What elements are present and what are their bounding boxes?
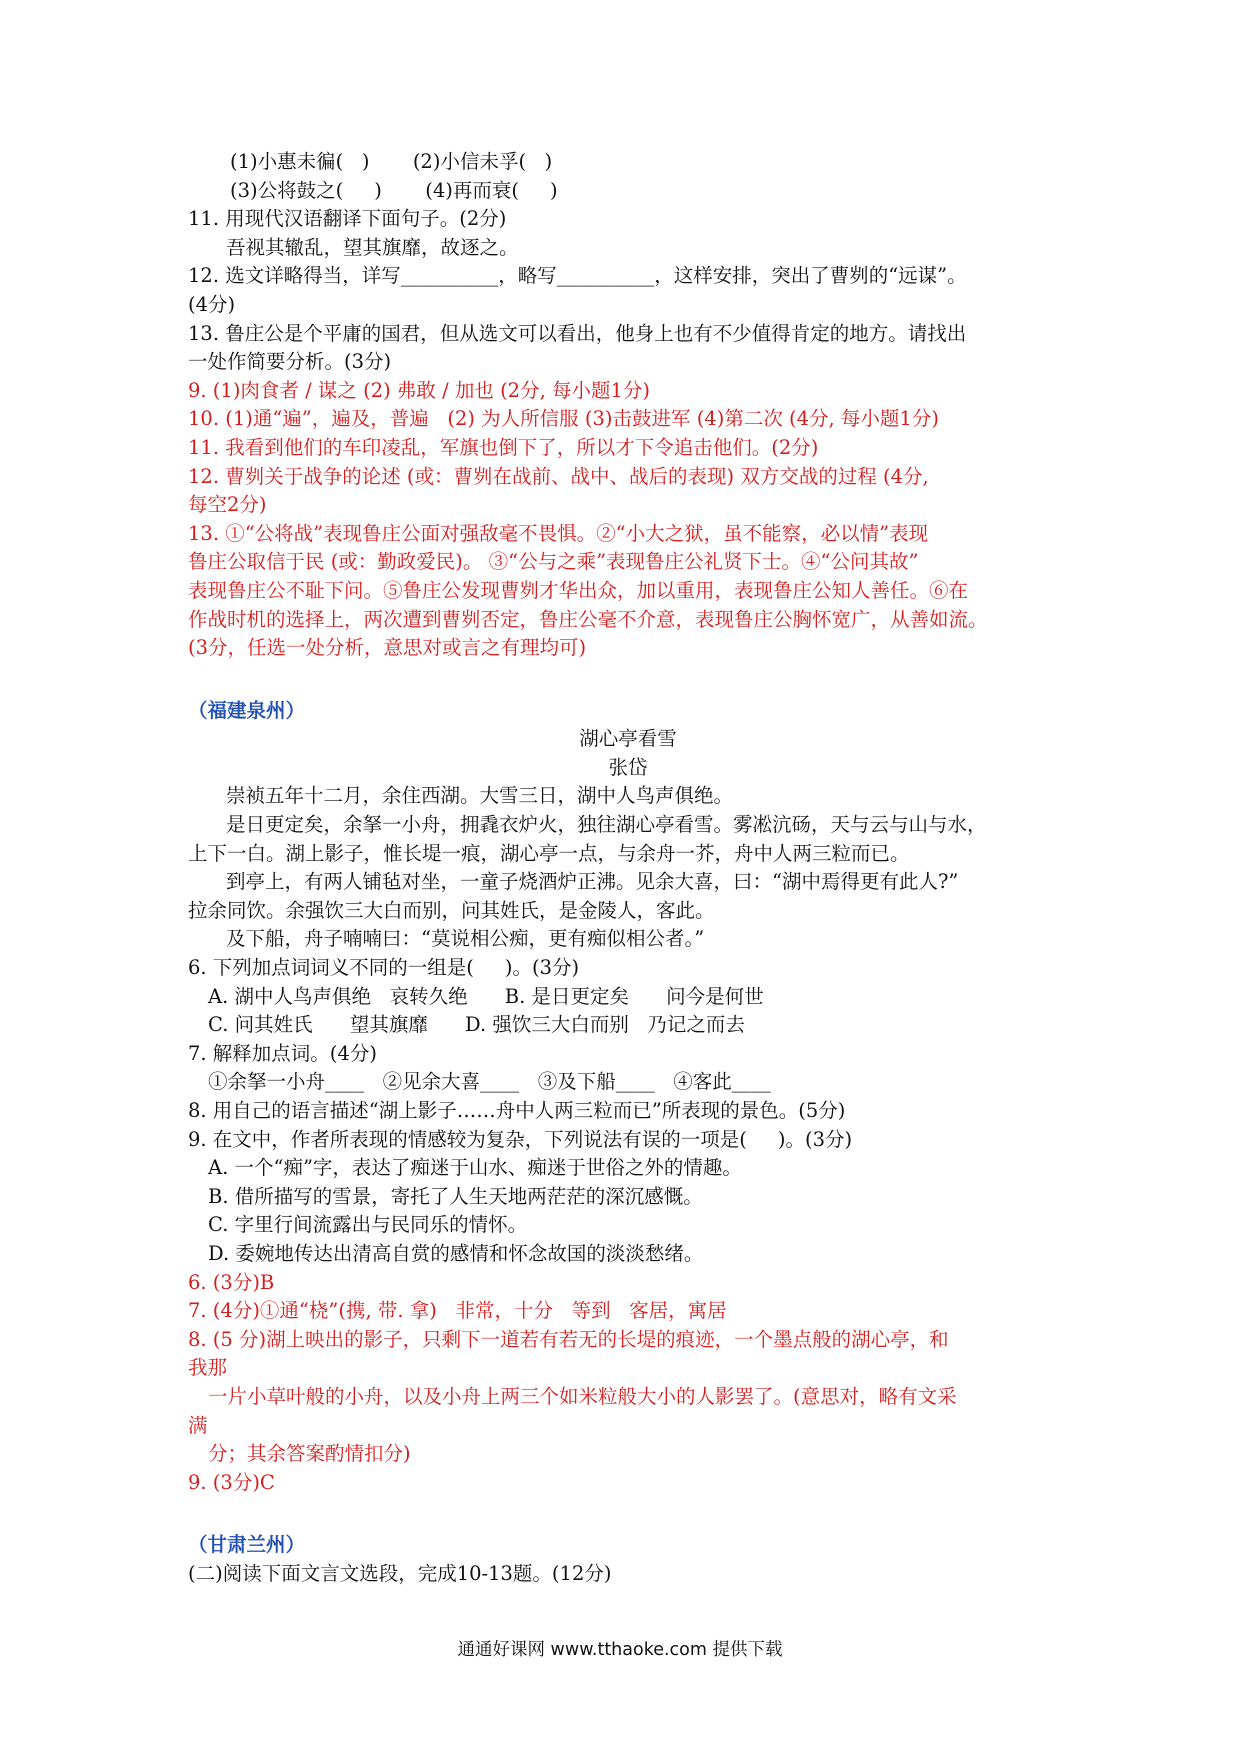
text-line: 11. 我看到他们的车印凌乱，军旗也倒下了，所以才下令追击他们。(2分) — [188, 435, 819, 459]
text-line: 上下一白。湖上影子，惟长堤一痕，湖心亭一点，与余舟一芥，舟中人两三粒而已。 — [188, 841, 910, 865]
text-line: 9. (1)肉食者 / 谋之 (2) 弗敢 / 加也 (2分, 每小题1分) — [188, 378, 651, 402]
text-line: 7. 解释加点词。(4分) — [188, 1041, 377, 1065]
text-line: 6. 下列加点词词义不同的一组是( )。(3分) — [188, 956, 580, 980]
text-line: 13. ①“公将战”表现鲁庄公面对强敌毫不畏惧。②“小大之狱，虽不能察，必以情”表现 — [188, 521, 929, 545]
text-line: (3)公将鼓之( ) (4)再而衰( ) — [230, 178, 558, 202]
text-line: 分；其余答案酌情扣分) — [208, 1442, 411, 1466]
text-line: 9. (3分)C — [188, 1470, 275, 1494]
text-line: 一处作简要分析。(3分) — [188, 350, 392, 374]
text-line: (4分) — [188, 292, 236, 316]
section-heading: （福建泉州） — [188, 698, 306, 722]
text-line: 8. 用自己的语言描述“湖上影子……舟中人两三粒而已”所表现的景色。(5分) — [188, 1099, 846, 1122]
text-line: 作战时机的选择上，两次遭到曹刿否定，鲁庄公毫不介意，表现鲁庄公胸怀宽广，从善如流。 — [188, 607, 988, 631]
spacer — [188, 1497, 1068, 1531]
text-line: 到亭上，有两人铺毡对坐，一童子烧酒炉正沸。见余大喜，曰：“湖中焉得更有此人?” — [226, 870, 959, 894]
text-line: 9. 在文中，作者所表现的情感较为复杂，下列说法有误的一项是( )。(3分) — [188, 1127, 853, 1151]
text-line: 表现鲁庄公不耻下问。⑤鲁庄公发现曹刿才华出众，加以重用，表现鲁庄公知人善任。⑥在 — [188, 578, 969, 602]
text-line: 每空2分) — [188, 493, 267, 517]
text-line: 张岱 — [608, 755, 648, 779]
text-line: B. 借所描写的雪景，寄托了人生天地两茫茫的深沉感慨。 — [208, 1184, 703, 1208]
page-footer: 通通好课网 www.tthaoke.com 提供下载 — [457, 1640, 783, 1660]
text-line: C. 字里行间流露出与民同乐的情怀。 — [208, 1213, 528, 1237]
section-heading: （甘肃兰州） — [188, 1533, 306, 1557]
text-line: A. 一个“痴”字，表达了痴迷于山水、痴迷于世俗之外的情趣。 — [208, 1156, 742, 1180]
text-line: (3分，任选一处分析，意思对或言之有理均可) — [188, 636, 587, 660]
text-line: 13. 鲁庄公是个平庸的国君，但从选文可以看出，他身上也有不少值得肯定的地方。请找出 — [188, 321, 967, 345]
text-line: 湖心亭看雪 — [579, 727, 677, 751]
text-line: D. 委婉地传达出清高自赏的感情和怀念故国的淡淡愁绪。 — [208, 1241, 704, 1265]
text-line: 11. 用现代汉语翻译下面句子。(2分) — [188, 207, 507, 231]
text-line: 满 — [188, 1413, 208, 1437]
text-line: 及下船，舟子喃喃曰：“莫说相公痴，更有痴似相公者。” — [226, 927, 705, 951]
text-line: 8. (5 分)湖上映出的影子，只剩下一道若有若无的长堤的痕迹，一个墨点般的湖心亭，和 — [188, 1327, 949, 1351]
text-line: 7. (4分)①通“桡”(携, 带. 拿) 非常，十分 等到 客居，寓居 — [188, 1299, 727, 1323]
text-line: 崇祯五年十二月，余住西湖。大雪三日，湖中人鸟声俱绝。 — [226, 784, 734, 808]
text-line: 我那 — [188, 1356, 228, 1380]
text-line: A. 湖中人鸟声俱绝 哀转久绝 B. 是日更定矣 问今是何世 — [208, 984, 764, 1008]
text-line: (二)阅读下面文言文选段，完成10-13题。(12分) — [188, 1561, 612, 1585]
text-line: 拉余同饮。余强饮三大白而别，问其姓氏，是金陵人，客此。 — [188, 898, 715, 922]
text-line: 是日更定矣，余拏一小舟，拥毳衣炉火，独往湖心亭看雪。雾凇沆砀，天与云与山与水， — [226, 813, 987, 837]
document-body — [188, 148, 1068, 1589]
text-line: 鲁庄公取信于民 (或：勤政爱民)。 ③“公与之乘”表现鲁庄公礼贤下士。④“公问其故” — [188, 550, 919, 574]
text-line: 12. 选文详略得当，详写__________，略写__________，这样安排，突出了曹刿的“远谋”。 — [188, 264, 967, 288]
text-line: (1)小惠未徧( ) (2)小信未孚( ) — [230, 150, 553, 173]
text-line: 12. 曹刿关于战争的论述 (或：曹刿在战前、战中、战后的表现) 双方交战的过程 (4分, — [188, 464, 929, 488]
text-line: C. 问其姓氏 望其旗靡 D. 强饮三大白而别 乃记之而去 — [208, 1013, 745, 1037]
text-line: 一片小草叶般的小舟，以及小舟上两三个如米粒般大小的人影罢了。(意思对，略有文采 — [208, 1384, 957, 1408]
text-line: ①余拏一小舟____ ②见余大喜____ ③及下船____ ④客此____ — [208, 1070, 771, 1094]
spacer — [188, 663, 1068, 697]
text-line: 吾视其辙乱，望其旗靡，故逐之。 — [226, 235, 519, 259]
text-line: 10. (1)通“遍”，遍及，普遍 (2) 为人所信服 (3)击鼓进军 (4)第二次 (4分, 每小题1分) — [188, 407, 939, 431]
text-line: 6. (3分)B — [188, 1270, 275, 1294]
